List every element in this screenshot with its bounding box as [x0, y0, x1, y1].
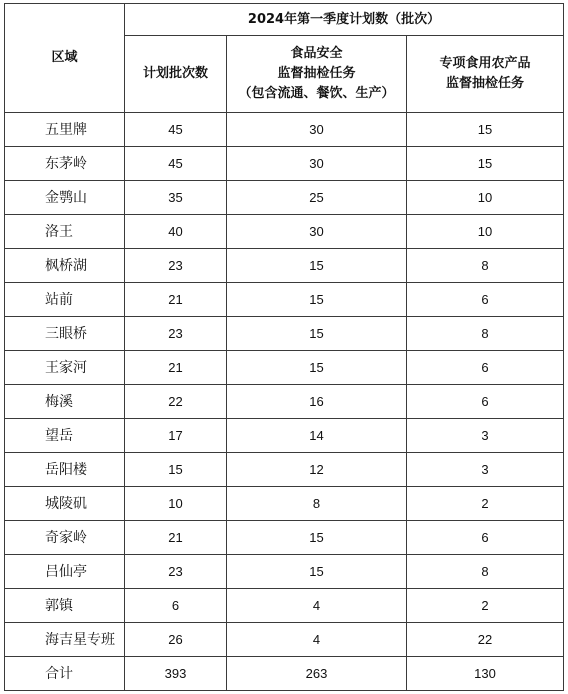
food-safety-cell: 30	[227, 215, 407, 249]
plan-batches-cell: 23	[125, 249, 227, 283]
table-row	[5, 385, 564, 419]
table-row	[5, 113, 564, 147]
food-safety-header-line1: 食品安全	[290, 46, 343, 61]
table-row	[5, 589, 564, 623]
plan-batches-cell: 40	[125, 215, 227, 249]
food-safety-cell: 8	[227, 487, 407, 521]
food-safety-cell: 30	[227, 113, 407, 147]
agri-products-cell: 130	[407, 657, 564, 691]
table-row	[5, 283, 564, 317]
plan-batches-cell: 45	[125, 113, 227, 147]
food-safety-cell: 25	[227, 181, 407, 215]
table-row	[5, 215, 564, 249]
plan-batches-cell: 23	[125, 555, 227, 589]
plan-batches-cell: 21	[125, 283, 227, 317]
plan-batches-header: 计划批次数	[125, 36, 227, 113]
region-cell: 奇家岭	[5, 521, 125, 555]
plan-batches-cell: 6	[125, 589, 227, 623]
region-cell: 城陵矶	[5, 487, 125, 521]
agri-products-cell: 8	[407, 249, 564, 283]
table-row	[5, 487, 564, 521]
table-row	[5, 521, 564, 555]
plan-batches-cell: 10	[125, 487, 227, 521]
agri-products-cell: 8	[407, 555, 564, 589]
region-cell: 东茅岭	[5, 147, 125, 181]
food-safety-cell: 16	[227, 385, 407, 419]
agri-products-cell: 6	[407, 283, 564, 317]
food-safety-cell: 4	[227, 623, 407, 657]
food-safety-cell: 15	[227, 555, 407, 589]
table-row	[5, 147, 564, 181]
food-safety-cell: 15	[227, 521, 407, 555]
table-row	[5, 623, 564, 657]
food-safety-cell: 263	[227, 657, 407, 691]
region-cell: 岳阳楼	[5, 453, 125, 487]
agri-products-cell: 2	[407, 589, 564, 623]
agri-products-cell: 6	[407, 385, 564, 419]
table-body	[5, 113, 564, 691]
table-row	[5, 555, 564, 589]
table-row	[5, 317, 564, 351]
food-safety-cell: 15	[227, 317, 407, 351]
plan-batches-cell: 23	[125, 317, 227, 351]
table-row	[5, 453, 564, 487]
food-safety-cell: 15	[227, 283, 407, 317]
agri-products-header	[407, 36, 564, 113]
food-safety-cell: 4	[227, 589, 407, 623]
table-row	[5, 181, 564, 215]
quarterly-plan-table	[4, 3, 564, 691]
region-cell: 梅溪	[5, 385, 125, 419]
agri-products-cell: 3	[407, 419, 564, 453]
region-cell: 枫桥湖	[5, 249, 125, 283]
plan-batches-cell: 15	[125, 453, 227, 487]
agri-products-header-line1: 专项食用农产品	[439, 56, 531, 71]
agri-products-cell: 8	[407, 317, 564, 351]
agri-products-cell: 6	[407, 351, 564, 385]
region-cell: 海吉星专班	[5, 623, 125, 657]
plan-batches-cell: 45	[125, 147, 227, 181]
table-row	[5, 351, 564, 385]
plan-batches-cell: 35	[125, 181, 227, 215]
table-row	[5, 249, 564, 283]
plan-batches-cell: 21	[125, 351, 227, 385]
agri-products-cell: 6	[407, 521, 564, 555]
region-cell: 吕仙亭	[5, 555, 125, 589]
table-row	[5, 419, 564, 453]
plan-batches-cell: 17	[125, 419, 227, 453]
agri-products-header-line2: 监督抽检任务	[446, 76, 525, 91]
region-cell: 三眼桥	[5, 317, 125, 351]
region-header: 区域	[5, 4, 125, 113]
food-safety-cell: 15	[227, 351, 407, 385]
plan-batches-cell: 26	[125, 623, 227, 657]
group-title-header: 2024年第一季度计划数（批次）	[125, 4, 564, 36]
food-safety-header-line3: （包含流通、餐饮、生产）	[238, 86, 395, 101]
region-cell: 站前	[5, 283, 125, 317]
agri-products-cell: 10	[407, 181, 564, 215]
agri-products-cell: 2	[407, 487, 564, 521]
food-safety-header	[227, 36, 407, 113]
plan-batches-cell: 393	[125, 657, 227, 691]
food-safety-cell: 30	[227, 147, 407, 181]
food-safety-header-line2: 监督抽检任务	[277, 66, 356, 81]
region-cell: 望岳	[5, 419, 125, 453]
agri-products-cell: 10	[407, 215, 564, 249]
agri-products-cell: 15	[407, 113, 564, 147]
region-cell: 合计	[5, 657, 125, 691]
region-cell: 洛王	[5, 215, 125, 249]
region-cell: 金鹗山	[5, 181, 125, 215]
agri-products-cell: 22	[407, 623, 564, 657]
region-cell: 郭镇	[5, 589, 125, 623]
region-cell: 王家河	[5, 351, 125, 385]
agri-products-cell: 3	[407, 453, 564, 487]
plan-batches-cell: 22	[125, 385, 227, 419]
header-row-top	[5, 4, 564, 36]
total-row	[5, 657, 564, 691]
plan-batches-cell: 21	[125, 521, 227, 555]
region-cell: 五里牌	[5, 113, 125, 147]
food-safety-cell: 15	[227, 249, 407, 283]
food-safety-cell: 12	[227, 453, 407, 487]
food-safety-cell: 14	[227, 419, 407, 453]
agri-products-cell: 15	[407, 147, 564, 181]
